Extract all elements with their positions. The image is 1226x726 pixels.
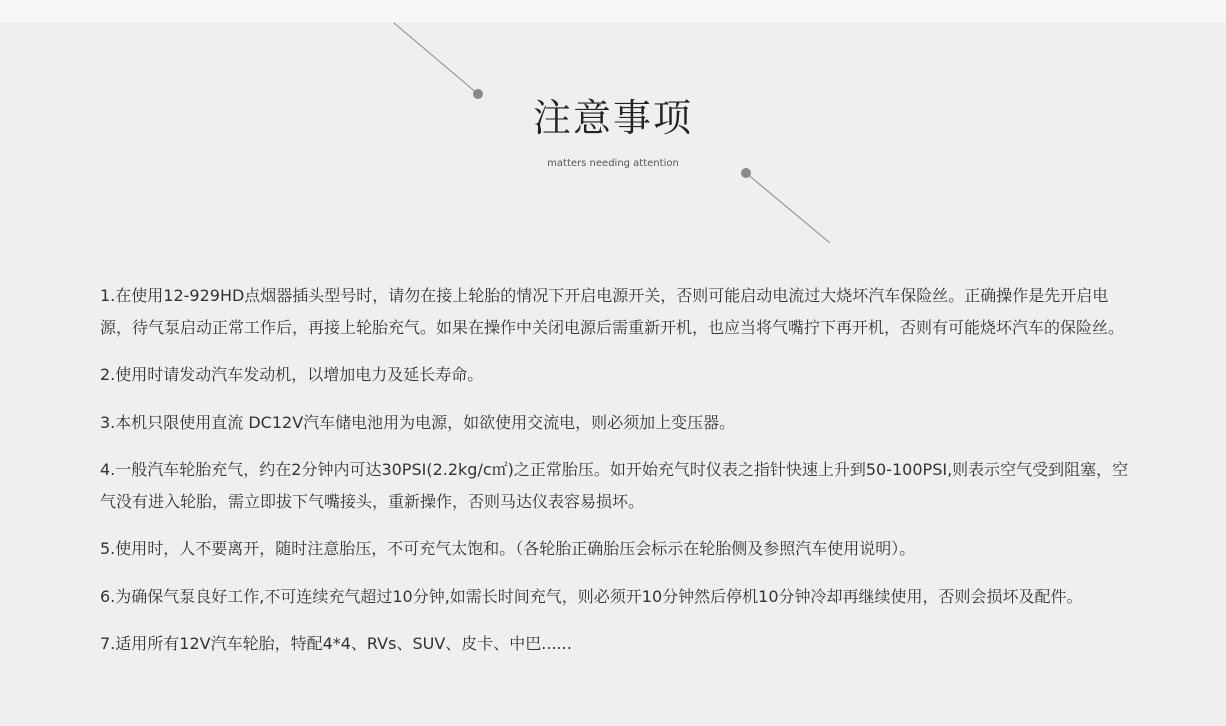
page-title: 注意事项: [532, 96, 693, 140]
note-item: 3.本机只限使用直流 DC12V汽车储电池用为电源，如欲使用交流电，则必须加上变压器。: [100, 412, 736, 432]
note-item: 2.使用时请发动汽车发动机，以增加电力及延长寿命。: [100, 365, 484, 384]
note-item: 7.适用所有12V汽车轮胎，特配4*4、RVs、SUV、皮卡、中巴......: [100, 634, 572, 653]
decor-line-right: [746, 173, 830, 243]
decor-line-left: [394, 23, 478, 94]
note-item: 6.为确保气泵良好工作,不可连续充气超过10分钟,如需长时间充气，则必须开10分钟然后停机10分钟冷却再继续使用，否则会损坏及配件。: [100, 586, 1083, 606]
notes-list: [100, 280, 1130, 676]
note-item: 1.在使用12-929HD点烟器插头型号时，请勿在接上轮胎的情况下开启电源开关，否则可能启动电流过大烧坏汽车保险丝。正确操作是先开启电源，待气泵启动正常工作后，再接上轮胎充气。如果在操作中关闭电源后需重新开机，也应当将气嘴拧下再开机，否则有可能烧坏汽车的保险丝。: [100, 286, 1125, 337]
page-subtitle: matters needing attention: [547, 158, 679, 169]
note-item: 5.使用时，人不要离开，随时注意胎压，不可充气太饱和。（各轮胎正确胎压会标示在轮胎侧及参照汽车使用说明）。: [100, 539, 916, 558]
note-item: 4.一般汽车轮胎充气，约在2分钟内可达30PSI(2.2kg/c㎡)之正常胎压。如开始充气时仪表之指针快速上升到50-100PSI,则表示空气受到阻塞，空气没有进入轮胎，需立即拔下气嘴接头，重新操作，否则马达仪表容易损坏。: [100, 460, 1129, 511]
